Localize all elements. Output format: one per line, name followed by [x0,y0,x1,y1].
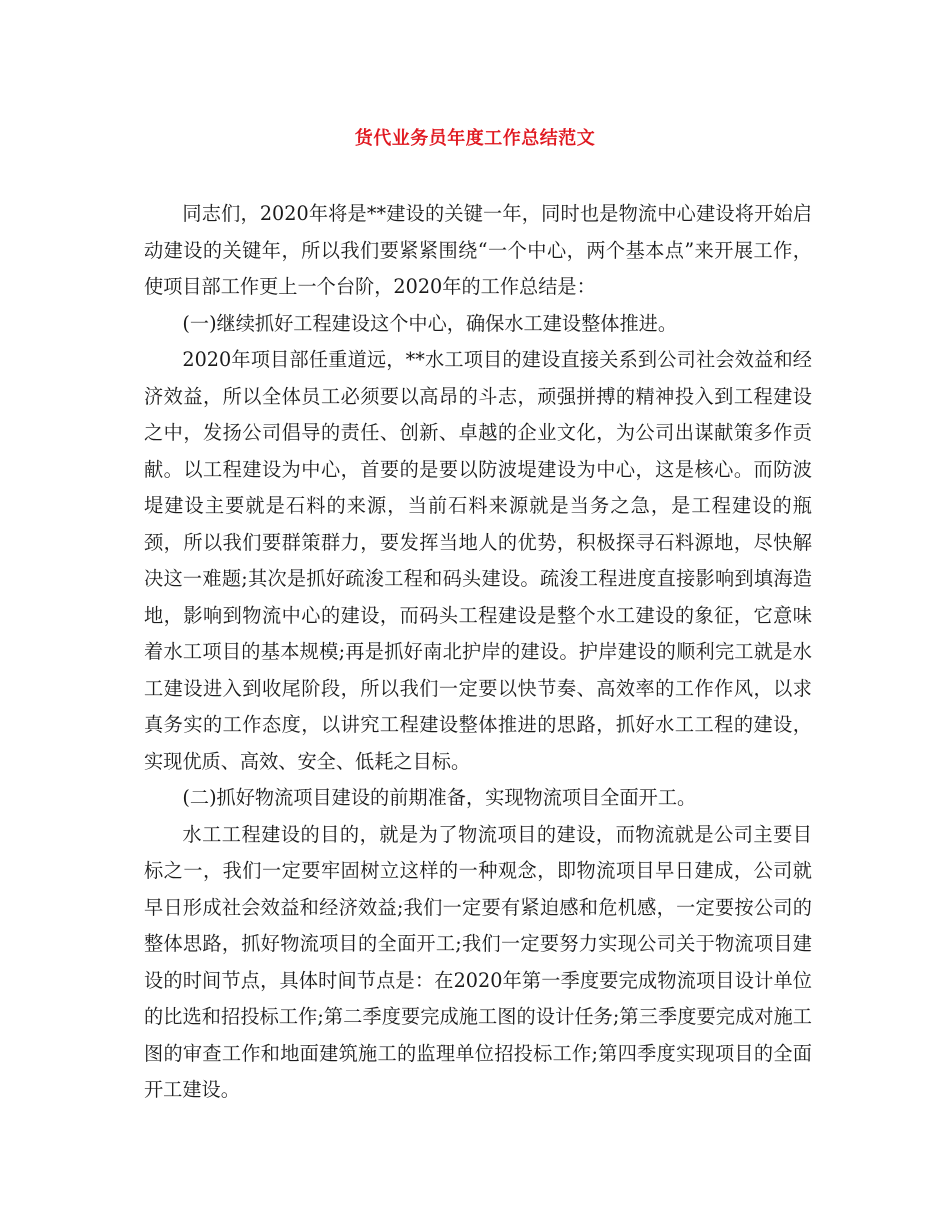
paragraph-section-1: 2020年项目部任重道远，**水工项目的建设直接关系到公司社会效益和经济效益，所以全体员工必须要以高昂的斗志，顽强拼搏的精神投入到工程建设之中，发扬公司倡导的责任、创新、卓越的企业文化，为公司出谋献策多作贡献。以工程建设为中心，首要的是要以防波堤建设为中心，这是核心。而防波堤建设主要就是石料的来源，当前石料来源就是当务之急，是工程建设的瓶颈，所以我们要群策群力，要发挥当地人的优势，积极探寻石料源地，尽快解决这一难题;其次是抓好疏浚工程和码头建设。疏浚工程进度直接影响到填海造地，影响到物流中心的建设，而码头工程建设是整个水工建设的象征，它意味着水工项目的基本规模;再是抓好南北护岸的建设。护岸建设的顺利完工就是水工建设进入到收尾阶段，所以我们一定要以快节奏、高效率的工作作风，以求真务实的工作态度，以讲究工程建设整体推进的思路，抓好水工工程的建设，实现优质、高效、安全、低耗之目标。 [144,348,812,773]
document-title: 货代业务员年度工作总结范文 [354,128,596,149]
paragraph-section-2: 水工工程建设的目的，就是为了物流项目的建设，而物流就是公司主要目标之一，我们一定要牢固树立这样的一种观念，即物流项目早日建成，公司就早日形成社会效益和经济效益;我们一定要有紧迫感和危机感，一定要按公司的整体思路，抓好物流项目的全面开工;我们一定要努力实现公司关于物流项目建设的时间节点，具体时间节点是：在2020年第一季度要完成物流项目设计单位的比选和招投标工作;第二季度要完成施工图的设计任务;第三季度要完成对施工图的审查工作和地面建筑施工的监理单位招投标工作;第四季度实现项目的全面开工建设。 [144,822,812,1101]
paragraph-intro: 同志们，2020年将是**建设的关键一年，同时也是物流中心建设将开始启动建设的关键年，所以我们要紧紧围绕“一个中心，两个基本点”来开展工作，使项目部工作更上一个台阶，2020年的工作总结是： [144,202,812,298]
section-heading-1: (一)继续抓好工程建设这个中心，确保水工建设整体推进。 [182,311,678,335]
document-body [144,196,812,1109]
section-heading-2: (二)抓好物流项目建设的前期准备，实现物流项目全面开工。 [182,786,697,809]
